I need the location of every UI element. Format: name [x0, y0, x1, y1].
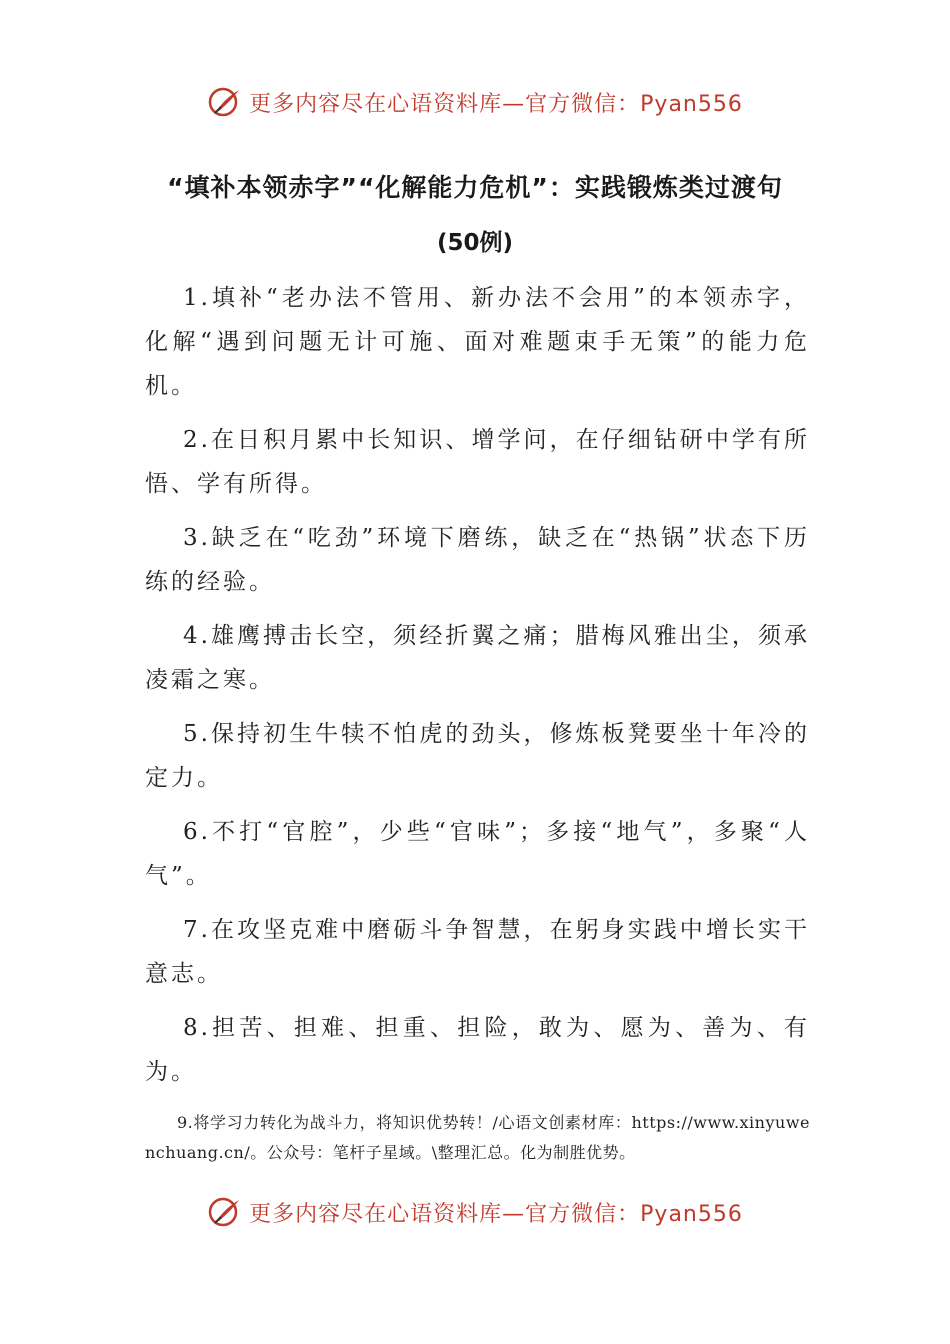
list-item: 5.保持初生牛犊不怕虎的劲头，修炼板凳要坐十年冷的定力。	[145, 721, 810, 791]
document-title: “填补本领赤字”“化解能力危机”：实践锻炼类过渡句	[167, 173, 783, 202]
quill-logo-icon	[207, 84, 243, 120]
banner-text	[249, 1197, 743, 1228]
wechat-id: Pyan556	[640, 91, 743, 117]
list-item: 4.雄鹰搏击长空，须经折翼之痛；腊梅风雅出尘，须承凌霜之寒。	[145, 623, 810, 693]
list-item: 2.在日积月累中长知识、增学问，在仔细钻研中学有所悟、学有所得。	[145, 427, 810, 497]
list-item: 1.填补“老办法不管用、新办法不会用”的本领赤字，化解“遇到问题无计可施、面对难题束手无策”的能力危机。	[145, 285, 810, 399]
header-banner	[0, 80, 950, 124]
list-item: 9.将学习力转化为战斗力，将知识优势转！/心语文创素材库：https://www.xinyuwenchuang.cn/。公众号：笔杆子星域。\整理汇总。化为制胜优势。	[145, 1113, 810, 1162]
list-item: 3.缺乏在“吃劲”环境下磨练，缺乏在“热锅”状态下历练的经验。	[145, 525, 810, 595]
footer-banner	[0, 1190, 950, 1234]
banner-label: 更多内容尽在心语资料库—官方微信：	[249, 1201, 641, 1227]
wechat-id: Pyan556	[640, 1201, 743, 1227]
list-item: 8.担苦、担难、担重、担险，敢为、愿为、善为、有为。	[145, 1015, 810, 1085]
document-subtitle: (50例)	[436, 230, 514, 256]
item-list	[145, 276, 810, 1178]
quill-logo-icon	[207, 1194, 243, 1230]
list-item: 6.不打“官腔”，少些“官味”；多接“地气”，多聚“人气”。	[145, 819, 810, 889]
banner-text	[249, 87, 743, 118]
list-item: 7.在攻坚克难中磨砺斗争智慧，在躬身实践中增长实干意志。	[145, 917, 810, 987]
banner-label: 更多内容尽在心语资料库—官方微信：	[249, 91, 641, 117]
